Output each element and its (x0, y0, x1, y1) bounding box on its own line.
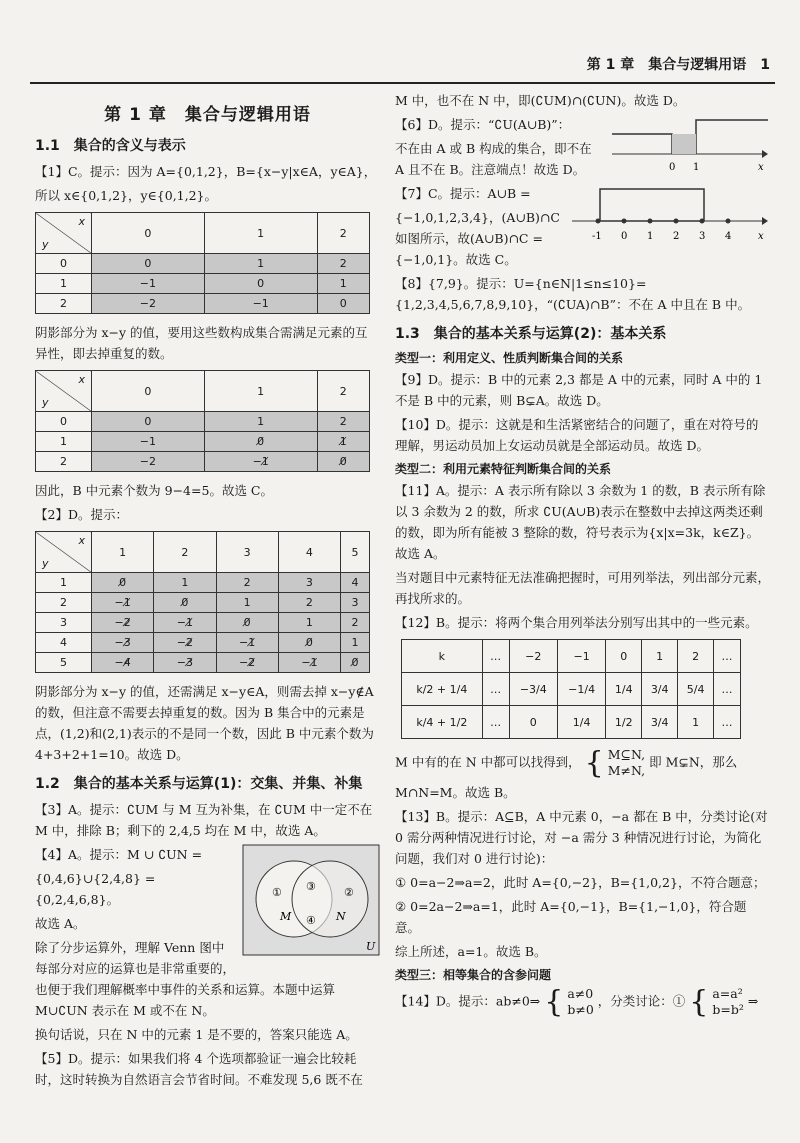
category-2: 类型二：利用元素特征判断集合间的关系 (395, 462, 612, 476)
left-column (35, 90, 380, 1093)
answer-7-line-b: {−1,0,1,2,3,4}，(A∪B)∩C 如图所示，故(A∪B)∩C = {−1,0,1}。故选 C。 (395, 210, 560, 267)
answer-13-case-2: ② 0=2a−2⇒a=1，此时 A={0,−1}，B={1,−1,0}，符合题意。 (395, 899, 747, 935)
venn-label-m: M (280, 910, 292, 923)
venn-region-3: ③ (306, 880, 316, 893)
table-row: 2 −2 −1 0 (36, 294, 370, 314)
svg-text:4: 4 (725, 231, 732, 242)
answer-4-line-c: 故选 A。 (35, 916, 86, 931)
svg-text:0: 0 (621, 231, 628, 242)
answer-12-conclusion: M 中有的在 N 中都可以找得到， { M⊆N, M≠N, 即 M⊊N，那么 (395, 745, 738, 781)
venn-region-1: ① (272, 886, 282, 899)
answer-4-line-a: 【4】A。提示：M ∪ ∁UN = (35, 847, 203, 862)
answer-7-line-a: 【7】C。提示：A∪B = (395, 186, 531, 201)
table-cell: 2 (317, 213, 369, 254)
header-rule (30, 82, 775, 84)
answer-3: 【3】A。提示：∁UM 与 M 互为补集，在 ∁UM 中一定不在 M 中，排除 B；剩下的 2,4,5 均在 M 中，故选 A。 (35, 802, 373, 838)
table-row: 2 −2 −1̸ 0̸ (36, 452, 370, 472)
venn-region-2: ② (344, 886, 354, 899)
number-line-7 (570, 183, 770, 245)
answer-13: 【13】B。提示：A⊆B，A 中元素 0，−a 都在 B 中，分类讨论(对 0 需分两种情况进行讨论，对 −a 需分 3 种情况进行讨论，为简化问题，我们对 0 进行讨论)： (395, 809, 768, 866)
svg-text:2: 2 (673, 231, 680, 242)
table-row: 1 −1 0 1 (36, 274, 370, 294)
paragraph-3: 因此，B 中元素个数为 9−4=5。故选 C。 (35, 483, 273, 498)
venn-label-u: U (366, 940, 376, 953)
svg-text:3: 3 (699, 231, 706, 242)
table-4 (401, 639, 741, 739)
answer-12: 【12】B。提示：将两个集合用列举法分别写出其中的一些元素。 (395, 615, 758, 630)
svg-text:0: 0 (669, 162, 676, 173)
answer-9: 【9】D。提示：B 中的元素 2,3 都是 A 中的元素，同时 A 中的 1 不是 B 中的元素，则 B⊊A。故选 D。 (395, 372, 763, 408)
table-row: 4 −3̸ −2̸ −1̸ 0̸ 1 (36, 633, 370, 653)
table-row: 0 0 1 2 (36, 412, 370, 432)
svg-text:x: x (758, 231, 764, 242)
svg-text:1: 1 (693, 162, 700, 173)
table-1 (35, 212, 370, 314)
answer-4-line-d: 除了分步运算外，理解 Venn 图中每部分对应的运算也是非常重要的，也便于我们理解概率中事件的关系和运算。本题中运算 M∪∁UN 表示在 M 或不在 N。 (35, 940, 336, 1018)
table-cell: 0 (92, 213, 205, 254)
table-row: 0 0 1 2 (36, 254, 370, 274)
category-3: 类型三：相等集合的含参问题 (395, 968, 552, 982)
venn-region-4: ④ (306, 914, 316, 927)
table-2-corner: x y (36, 371, 92, 412)
answer-13-summary: 综上所述，a=1。故选 B。 (395, 944, 547, 959)
note-11: 当对题目中元素特征无法准确把握时，可用列举法，列出部分元素，再找所求的。 (395, 570, 771, 606)
table-row: 1 0̸ 1 2 3 4 (36, 573, 370, 593)
table-3: x y 1 2 3 4 5 1 0̸ 1 2 3 4 2 −1̸ 0̸ 1 2 3 3 −2̸ −1̸ 0̸ 1 2 4 −3̸ −2̸ −1̸ 0̸ 1 5 −4̸ −3̸ −2̸ −1̸ 0̸ (35, 531, 370, 673)
svg-text:1: 1 (647, 231, 654, 242)
category-1: 类型一：利用定义、性质判断集合间的关系 (395, 351, 624, 365)
number-line-6 (610, 114, 770, 176)
venn-diagram (242, 844, 380, 956)
answer-14: 【14】D。提示：ab≠0⇒ { a≠0 b≠0 ，分类讨论：① { a=a² b=b² ⇒ (395, 984, 759, 1020)
chapter-title: 第 1 章 集合与逻辑用语 (104, 105, 311, 125)
table-2: x y 0 1 2 0 0 1 2 1 −1 0̸ 1̸ 2 −2 −1̸ 0̸ (35, 370, 370, 472)
table-row: 5 −4̸ −3̸ −2̸ −1̸ 0̸ (36, 653, 370, 673)
section-1-1-title: 1.1 集合的含义与表示 (35, 138, 186, 154)
running-title: 第 1 章 集合与逻辑用语 1 (586, 57, 770, 73)
svg-text:-1: -1 (592, 231, 602, 242)
table-cell: 1 (204, 213, 317, 254)
answer-10: 【10】D。提示：这就是和生活紧密结合的问题了，重在对符号的理解，男运动员加上女运动员就是全部运动员。故选 D。 (395, 417, 759, 453)
answer-5: 【5】D。提示：如果我们将 4 个选项都验证一遍会比较耗时，这时转换为自然语言会节省时间。不难发现 5,6 既不在 (35, 1051, 363, 1087)
table-row: 3 −2̸ −1̸ 0̸ 1 2 (36, 613, 370, 633)
table-3-corner: x y (36, 532, 92, 573)
table-row: k … −2 −1 0 1 2 … (402, 640, 741, 673)
answer-4-line-e: 换句话说，只在 N 中的元素 1 是不要的，答案只能选 A。 (35, 1027, 358, 1042)
answer-4-line-b: {0,4,6}∪{2,4,8} = {0,2,4,6,8}。 (35, 871, 156, 907)
answer-6-line-a: 【6】D。提示：“∁U(A∪B)”： (395, 117, 571, 132)
paragraph-2: 阴影部分为 x−y 的值，要用这些数构成集合需满足元素的互异性，即去掉重复的数。 (35, 325, 368, 361)
answer-11: 【11】A。提示：A 表示所有除以 3 余数为 1 的数，B 表示所有除以 3 余数为 2 的数，所求 ∁U(A∪B)表示在整数中去掉这两类还剩的数，即为所有能被 3 整除的数，符号表示为{x|x=3k，k∈Z}。故选 A。 (395, 483, 766, 561)
answer-1-line-a: 【1】C。提示：因为 A={0,1,2}，B={x−y|x∈A，y∈A}， (35, 164, 377, 179)
section-1-3-title: 1.3 集合的基本关系与运算(2)：基本关系 (395, 326, 667, 342)
answer-5-cont: M 中，也不在 N 中，即(∁UM)∩(∁UN)。故选 D。 (395, 93, 686, 108)
table-row: k/4 + 1/2 … 0 1/4 1/2 3/4 1 … (402, 706, 741, 739)
table-row: k/2 + 1/4 … −3/4 −1/4 1/4 3/4 5/4 … (402, 673, 741, 706)
table-1-corner: x y (36, 213, 92, 254)
venn-circle-n (292, 861, 368, 937)
paragraph-5: 阴影部分为 x−y 的值，还需满足 x−y∈A，则需去掉 x−y∉A 的数，但注意不需要去掉重复的数。因为 B 集合中的元素是点，(1,2)和(2,1)表示的不是同一个数，因此 B 中元素个数为 4+3+2+1=10。故选 D。 (35, 684, 374, 762)
svg-text:x: x (758, 162, 764, 173)
answer-12-end: M∩N=M。故选 B。 (395, 785, 516, 800)
right-column (395, 90, 770, 1021)
answer-1-line-b: 所以 x∈{0,1,2}，y∈{0,1,2}。 (35, 188, 218, 203)
answer-2: 【2】D。提示： (35, 507, 128, 522)
section-1-2-title: 1.2 集合的基本关系与运算(1)：交集、并集、补集 (35, 776, 363, 792)
shaded-region (672, 134, 696, 154)
table-row: 1 −1 0̸ 1̸ (36, 432, 370, 452)
answer-8: 【8】{7,9}。提示：U={n∈N|1≤n≤10}={1,2,3,4,5,6,7,8,9,10}，“(∁UA)∩B”：不在 A 中且在 B 中。 (395, 276, 751, 312)
table-row: 2 −1̸ 0̸ 1 2 3 (36, 593, 370, 613)
venn-label-n: N (336, 910, 346, 923)
answer-6-line-b: 不在由 A 或 B 构成的集合，即不在 A 且不在 B。注意端点！故选 D。 (395, 141, 592, 177)
answer-13-case-1: ① 0=a−2⇒a=2，此时 A={0,−2}，B={1,0,2}，不符合题意； (395, 875, 766, 890)
